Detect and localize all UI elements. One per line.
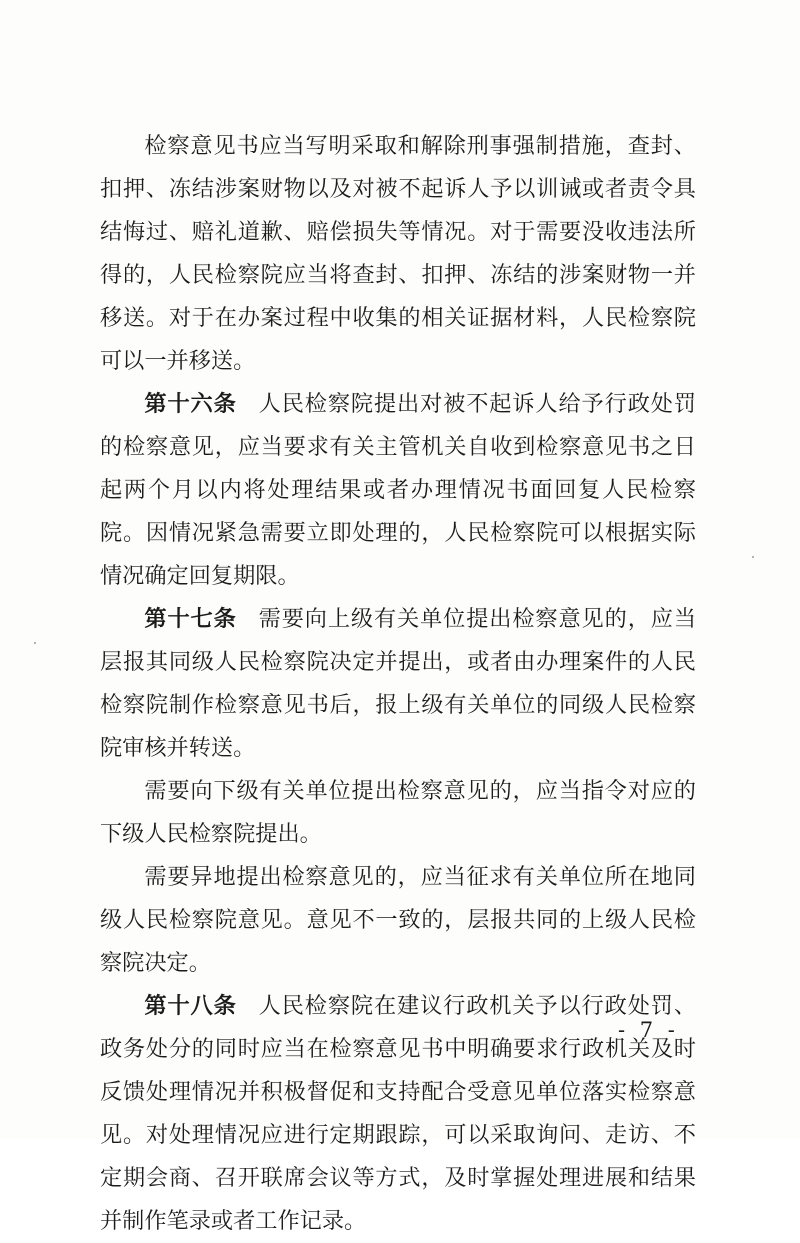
- scan-speck: [34, 642, 36, 644]
- paragraph-text: 需要向上级有关单位提出检察意见的，应当层报其同级人民检察院决定并提出，或者由办理案件的人民检察院制作检察意见书后，报上级有关单位的同级人民检察院审核并转送。: [100, 606, 697, 761]
- paragraph-lower-level: [100, 770, 696, 856]
- article-heading: 第十七条: [144, 606, 237, 632]
- article-18: [100, 985, 696, 1243]
- paragraph-enforcement-measures: [100, 125, 696, 383]
- body-text: [100, 125, 696, 1243]
- article-16: [100, 383, 696, 598]
- article-heading: 第十六条: [144, 391, 237, 417]
- paragraph-other-region: [100, 856, 696, 985]
- article-17: [100, 598, 696, 770]
- paragraph-text: 需要向下级有关单位提出检察意见的，应当指令对应的下级人民检察院提出。: [100, 778, 696, 847]
- paragraph-text: 需要异地提出检察意见的，应当征求有关单位所在地同级人民检察院意见。意见不一致的，层报共同的上级人民检察院决定。: [100, 864, 696, 976]
- article-heading: 第十八条: [144, 993, 237, 1019]
- paragraph-text: 人民检察院在建议行政机关予以行政处罚、政务处分的同时应当在检察意见书中明确要求行政机关及时反馈处理情况并积极督促和支持配合受意见单位落实检察意见。对处理情况应进行定期跟踪，可以采取询问、走访、不定期会商、召开联席会议等方式，及时掌握处理进展和结果并制作笔录或者工作记录。: [100, 993, 697, 1234]
- page-number: - 7 -: [618, 1018, 679, 1042]
- paragraph-text: 人民检察院提出对被不起诉人给予行政处罚的检察意见，应当要求有关主管机关自收到检察意见书之日起两个月以内将处理结果或者办理情况书面回复人民检察院。因情况紧急需要立即处理的，人民检察院可以根据实际情况确定回复期限。: [100, 391, 697, 589]
- paragraph-text: 检察意见书应当写明采取和解除刑事强制措施，查封、扣押、冻结涉案财物以及对被不起诉人予以训诫或者责令具结悔过、赔礼道歉、赔偿损失等情况。对于需要没收违法所得的，人民检察院应当将查封、扣押、冻结的涉案财物一并移送。对于在办案过程中收集的相关证据材料，人民检察院可以一并移送。: [100, 133, 696, 374]
- scan-speck: [752, 556, 754, 558]
